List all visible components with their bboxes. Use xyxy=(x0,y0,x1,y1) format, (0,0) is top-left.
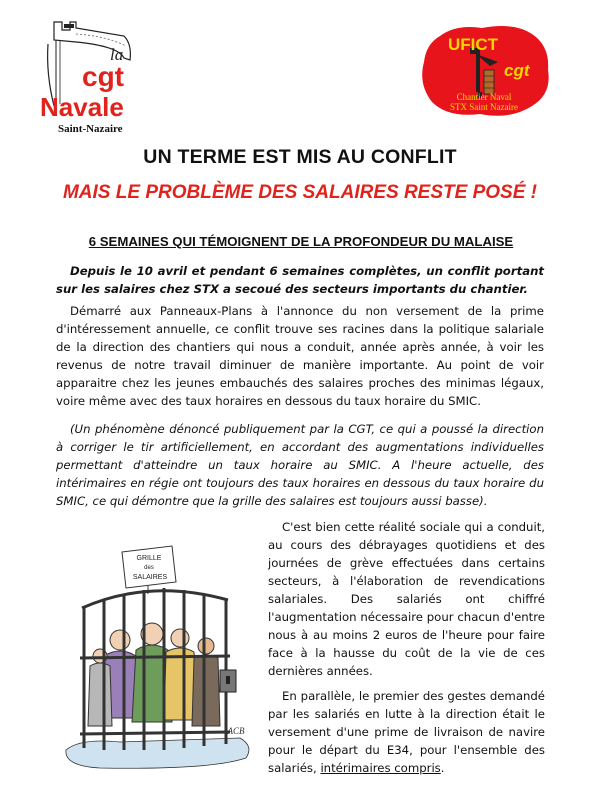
sign-text-salaires: SALAIRES xyxy=(132,574,168,581)
logo-text-cgt: cgt xyxy=(82,61,124,92)
cartoon-sign xyxy=(122,546,176,594)
logo-text-navale: Navale xyxy=(40,92,124,122)
paragraph-bonus-end: . xyxy=(440,761,445,775)
cartoon-workers-icon xyxy=(88,623,220,726)
sign-text-grille: GRILLE xyxy=(136,555,162,562)
paragraph-bonus-text: En parallèle, le premier des gestes demandé par les salariés en lutte à la direction était le versement d'une prime de livraison de navire pour le départ du E34, pour l'ensemble des salariés, xyxy=(268,689,545,775)
logo-text-cgt-right: cgt xyxy=(504,61,530,80)
logo-text-saint-nazaire: Saint-Nazaire xyxy=(58,123,123,134)
paragraph-origins: Démarré aux Panneaux-Plans à l'annonce du non versement de la prime d'intéressement annuelle, ce conflit trouve ses racines dans la politique salariale de la direction des chantiers qui nous a conduit, année après année, à voir les revenus de notre travail diminuer de manière importante. Au point de voir apparaitre chez les jeunes embauchés des salaires proches des minimas légaux, voire même avec des taux horaires en dessous du taux horaire du SMIC. xyxy=(56,304,544,408)
cartoon-ground xyxy=(66,738,249,768)
cartoon-signature: ACB xyxy=(227,726,245,736)
logo-text-stx: STX Saint Nazaire xyxy=(450,102,518,112)
underlined-text: intérimaires compris xyxy=(320,761,441,775)
logo-text-chantier-naval: Chantier Naval xyxy=(456,92,512,102)
logo-text-la: la xyxy=(110,45,124,64)
cartoon-illustration xyxy=(60,538,256,778)
lock-icon xyxy=(220,670,236,692)
paragraph-demands: C'est bien cette réalité sociale qui a conduit, au cours des débrayages quotidiens et des journées de grève effectuées dans certains secteurs, à l'élaboration de revendications salariales. Des salariés ont chiffré l'augmentation nécessaire pour chacun d'entre nous à au moins 2 euros de l'heure pour faire face à la hausse du coût de la vie de ces dernières années. xyxy=(268,520,545,678)
ufict-cgt-logo xyxy=(420,22,552,118)
logo-text-ufict: UFICT xyxy=(448,35,499,54)
page-title: UN TERME EST MIS AU CONFLIT xyxy=(143,146,457,168)
paragraph-bonus xyxy=(268,687,545,777)
paragraph-cgt-note: (Un phénomène dénoncé publiquement par la CGT, ce qui a poussé la direction à corriger le tir artificiellement, en accordant des augmentations individuelles permettant d'atteindre un taux horaire au SMIC. A l'heure actuelle, des intérimaires en régie ont toujours des taux horaires en dessous du taux horaire du SMIC, ce qui démontre que la grille des salaires est toujours aussi basse). xyxy=(56,422,544,508)
sign-text-des: des xyxy=(144,565,154,571)
section-heading: 6 SEMAINES QUI TÉMOIGNENT DE LA PROFONDEUR DU MALAISE xyxy=(88,234,514,249)
building-icon xyxy=(484,70,494,94)
cgt-navale-logo xyxy=(36,14,156,134)
page-subtitle-red: MAIS LE PROBLÈME DES SALAIRES RESTE POSÉ ! xyxy=(62,182,537,203)
intro-paragraph: Depuis le 10 avril et pendant 6 semaines complètes, un conflit portant sur les salaires chez STX a secoué des secteurs importants du chantier. xyxy=(56,264,544,296)
